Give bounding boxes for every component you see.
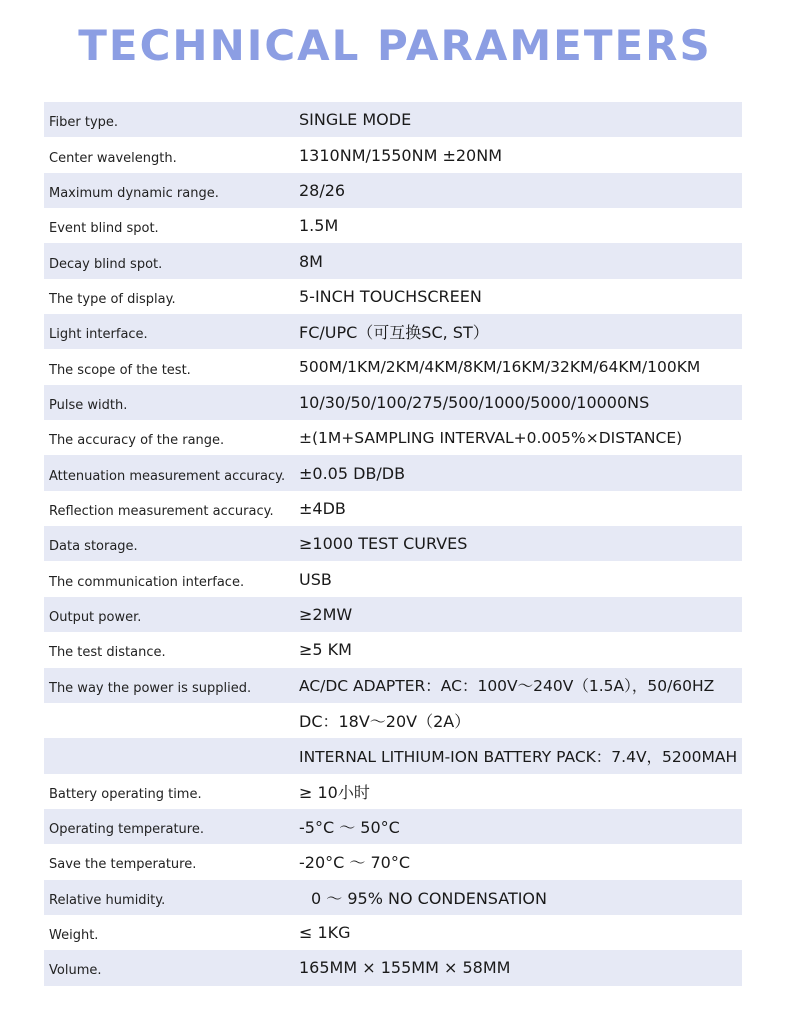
- parameters-table: [44, 102, 742, 986]
- table-row: [44, 844, 742, 879]
- table-row: [44, 561, 742, 596]
- param-value: ≥ 10小时: [299, 782, 370, 802]
- param-label: Battery operating time.: [49, 786, 202, 802]
- param-value: ≤ 1KG: [299, 923, 351, 943]
- param-label: Light interface.: [49, 327, 148, 343]
- param-label: Maximum dynamic range.: [49, 185, 219, 201]
- param-label: The type of display.: [49, 291, 176, 307]
- param-value: AC/DC ADAPTER：AC：100V～240V（1.5A），50/60HZ: [299, 677, 715, 696]
- param-label: Relative humidity.: [49, 892, 166, 908]
- param-label: Save the temperature.: [49, 857, 197, 873]
- param-label: Data storage.: [49, 539, 138, 555]
- param-value: ≥5 KM: [299, 640, 352, 660]
- table-row: [44, 597, 742, 632]
- param-value: ≥1000 TEST CURVES: [299, 534, 468, 554]
- table-row: [44, 632, 742, 667]
- table-row: [44, 243, 742, 278]
- param-value: 5-INCH TOUCHSCREEN: [299, 286, 482, 306]
- table-row: [44, 455, 742, 490]
- param-label: Operating temperature.: [49, 822, 204, 838]
- table-row: [44, 809, 742, 844]
- table-row: [44, 385, 742, 420]
- table-row: [44, 668, 742, 703]
- table-row: [44, 208, 742, 243]
- table-row: [44, 774, 742, 809]
- param-value: FC/UPC（可互换SC, ST）: [299, 323, 489, 343]
- param-label: Event blind spot.: [49, 221, 159, 237]
- table-row: [44, 738, 742, 773]
- table-row: [44, 314, 742, 349]
- param-value: USB: [299, 569, 332, 589]
- param-value: 1310NM/1550NM ±20NM: [299, 145, 502, 165]
- param-label: Output power.: [49, 609, 142, 625]
- table-row: [44, 420, 742, 455]
- table-row: [44, 950, 742, 985]
- param-label: Pulse width.: [49, 397, 128, 413]
- param-label: Volume.: [49, 963, 102, 979]
- param-value: 1.5M: [299, 216, 339, 236]
- table-row: [44, 491, 742, 526]
- table-row: [44, 915, 742, 950]
- param-value: -5°C ～ 50°C: [299, 818, 400, 838]
- table-row: [44, 137, 742, 172]
- param-value: 8M: [299, 251, 323, 271]
- param-value: ≥2MW: [299, 604, 353, 624]
- param-label: Weight.: [49, 928, 99, 944]
- param-label: The accuracy of the range.: [49, 433, 225, 449]
- page-title: TECHNICAL PARAMETERS: [78, 21, 712, 70]
- param-value: ±4DB: [299, 498, 346, 518]
- table-row: [44, 173, 742, 208]
- param-value: DC：18V～20V（2A）: [299, 712, 471, 732]
- param-label: Center wavelength.: [49, 150, 177, 166]
- param-label: Fiber type.: [49, 115, 119, 131]
- param-label: The test distance.: [49, 645, 166, 661]
- table-row: [44, 880, 742, 915]
- table-row: [44, 703, 742, 738]
- param-label: Attenuation measurement accuracy.: [49, 468, 286, 484]
- table-row: [44, 102, 742, 137]
- param-value: INTERNAL LITHIUM-ION BATTERY PACK：7.4V，5200MAH: [299, 747, 738, 766]
- param-value: ±(1M+SAMPLING INTERVAL+0.005%×DISTANCE): [299, 428, 683, 447]
- param-value: -20°C ～ 70°C: [299, 853, 411, 873]
- param-label: The way the power is supplied.: [49, 680, 252, 696]
- param-value: 0 ～ 95% NO CONDENSATION: [311, 888, 547, 908]
- param-label: The communication interface.: [49, 574, 245, 590]
- param-value: 500M/1KM/2KM/4KM/8KM/16KM/32KM/64KM/100KM: [299, 358, 701, 377]
- param-label: The scope of the test.: [49, 362, 191, 378]
- param-value: 165MM × 155MM × 58MM: [299, 958, 511, 978]
- param-label: Decay blind spot.: [49, 256, 163, 272]
- param-label: Reflection measurement accuracy.: [49, 503, 274, 519]
- param-value: 28/26: [299, 180, 346, 200]
- param-value: ±0.05 DB/DB: [299, 463, 406, 483]
- table-row: [44, 526, 742, 561]
- table-row: [44, 349, 742, 384]
- table-row: [44, 279, 742, 314]
- param-value: 10/30/50/100/275/500/1000/5000/10000NS: [299, 392, 650, 412]
- param-value: SINGLE MODE: [299, 110, 412, 130]
